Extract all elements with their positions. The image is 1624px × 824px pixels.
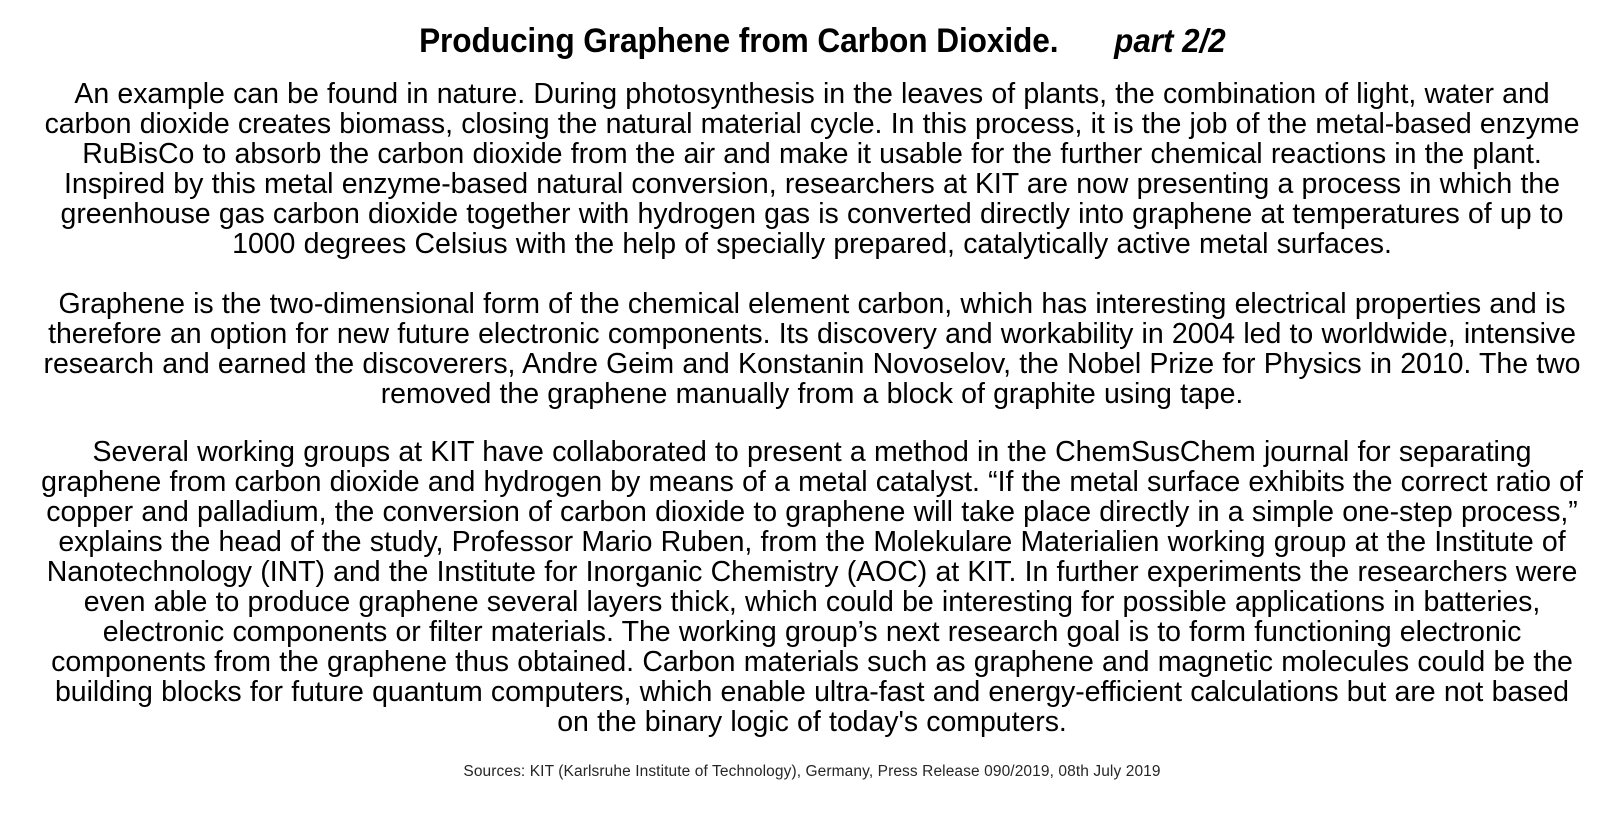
sources-note: Sources: KIT (Karlsruhe Institute of Technology), Germany, Press Release 090/2019, 08th July 2019 bbox=[463, 763, 1161, 780]
paragraph-kit-method: Several working groups at KIT have collaborated to present a method in the ChemSusChem journal for separating graphene from carbon dioxide and hydrogen by means of a metal catalyst. “If the metal surface exhibits the correct ratio of copper and palladium, the conversion of carbon dioxide to graphene will take place directly in a simple one-step process,” explains the head of the study, Professor Mario Ruben, from the Molekulare Materialien working group at the Institute of Nanotechnology (INT) and the Institute for Inorganic Chemistry (AOC) at KIT. In further experiments the researchers were even able to produce graphene several layers thick, which could be interesting for possible applications in batteries, electronic components or filter materials. The working group’s next research goal is to form functioning electronic components from the graphene thus obtained. Carbon materials such as graphene and magnetic molecules could be the building blocks for future quantum computers, which enable ultra-fast and energy-efficient calculations but are not based on the binary logic of today's computers. bbox=[41, 436, 1583, 738]
page-title-part-indicator: part 2/2 bbox=[1114, 22, 1226, 59]
paragraph-nature-example: An example can be found in nature. During photosynthesis in the leaves of plants, the combination of light, water and carbon dioxide creates biomass, closing the natural material cycle. In this process, it is the job of the metal-based enzyme RuBisCo to absorb the carbon dioxide from the air and make it usable for the further chemical reactions in the plant. Inspired by this metal enzyme-based natural conversion, researchers at KIT are now presenting a process in which the greenhouse gas carbon dioxide together with hydrogen gas is converted directly into graphene at temperatures of up to 1000 degrees Celsius with the help of specially prepared, catalytically active metal surfaces. bbox=[44, 78, 1580, 260]
paragraph-graphene-background: Graphene is the two-dimensional form of the chemical element carbon, which has interesting electrical properties and is therefore an option for new future electronic components. Its discovery and workability in 2004 led to worldwide, intensive research and earned the discoverers, Andre Geim and Konstanin Novoselov, the Nobel Prize for Physics in 2010. The two removed the graphene manually from a block of graphite using tape. bbox=[43, 288, 1581, 410]
page-title-main: Producing Graphene from Carbon Dioxide. bbox=[418, 22, 1058, 60]
page-title bbox=[0, 0, 1624, 61]
body-content bbox=[0, 79, 1624, 781]
